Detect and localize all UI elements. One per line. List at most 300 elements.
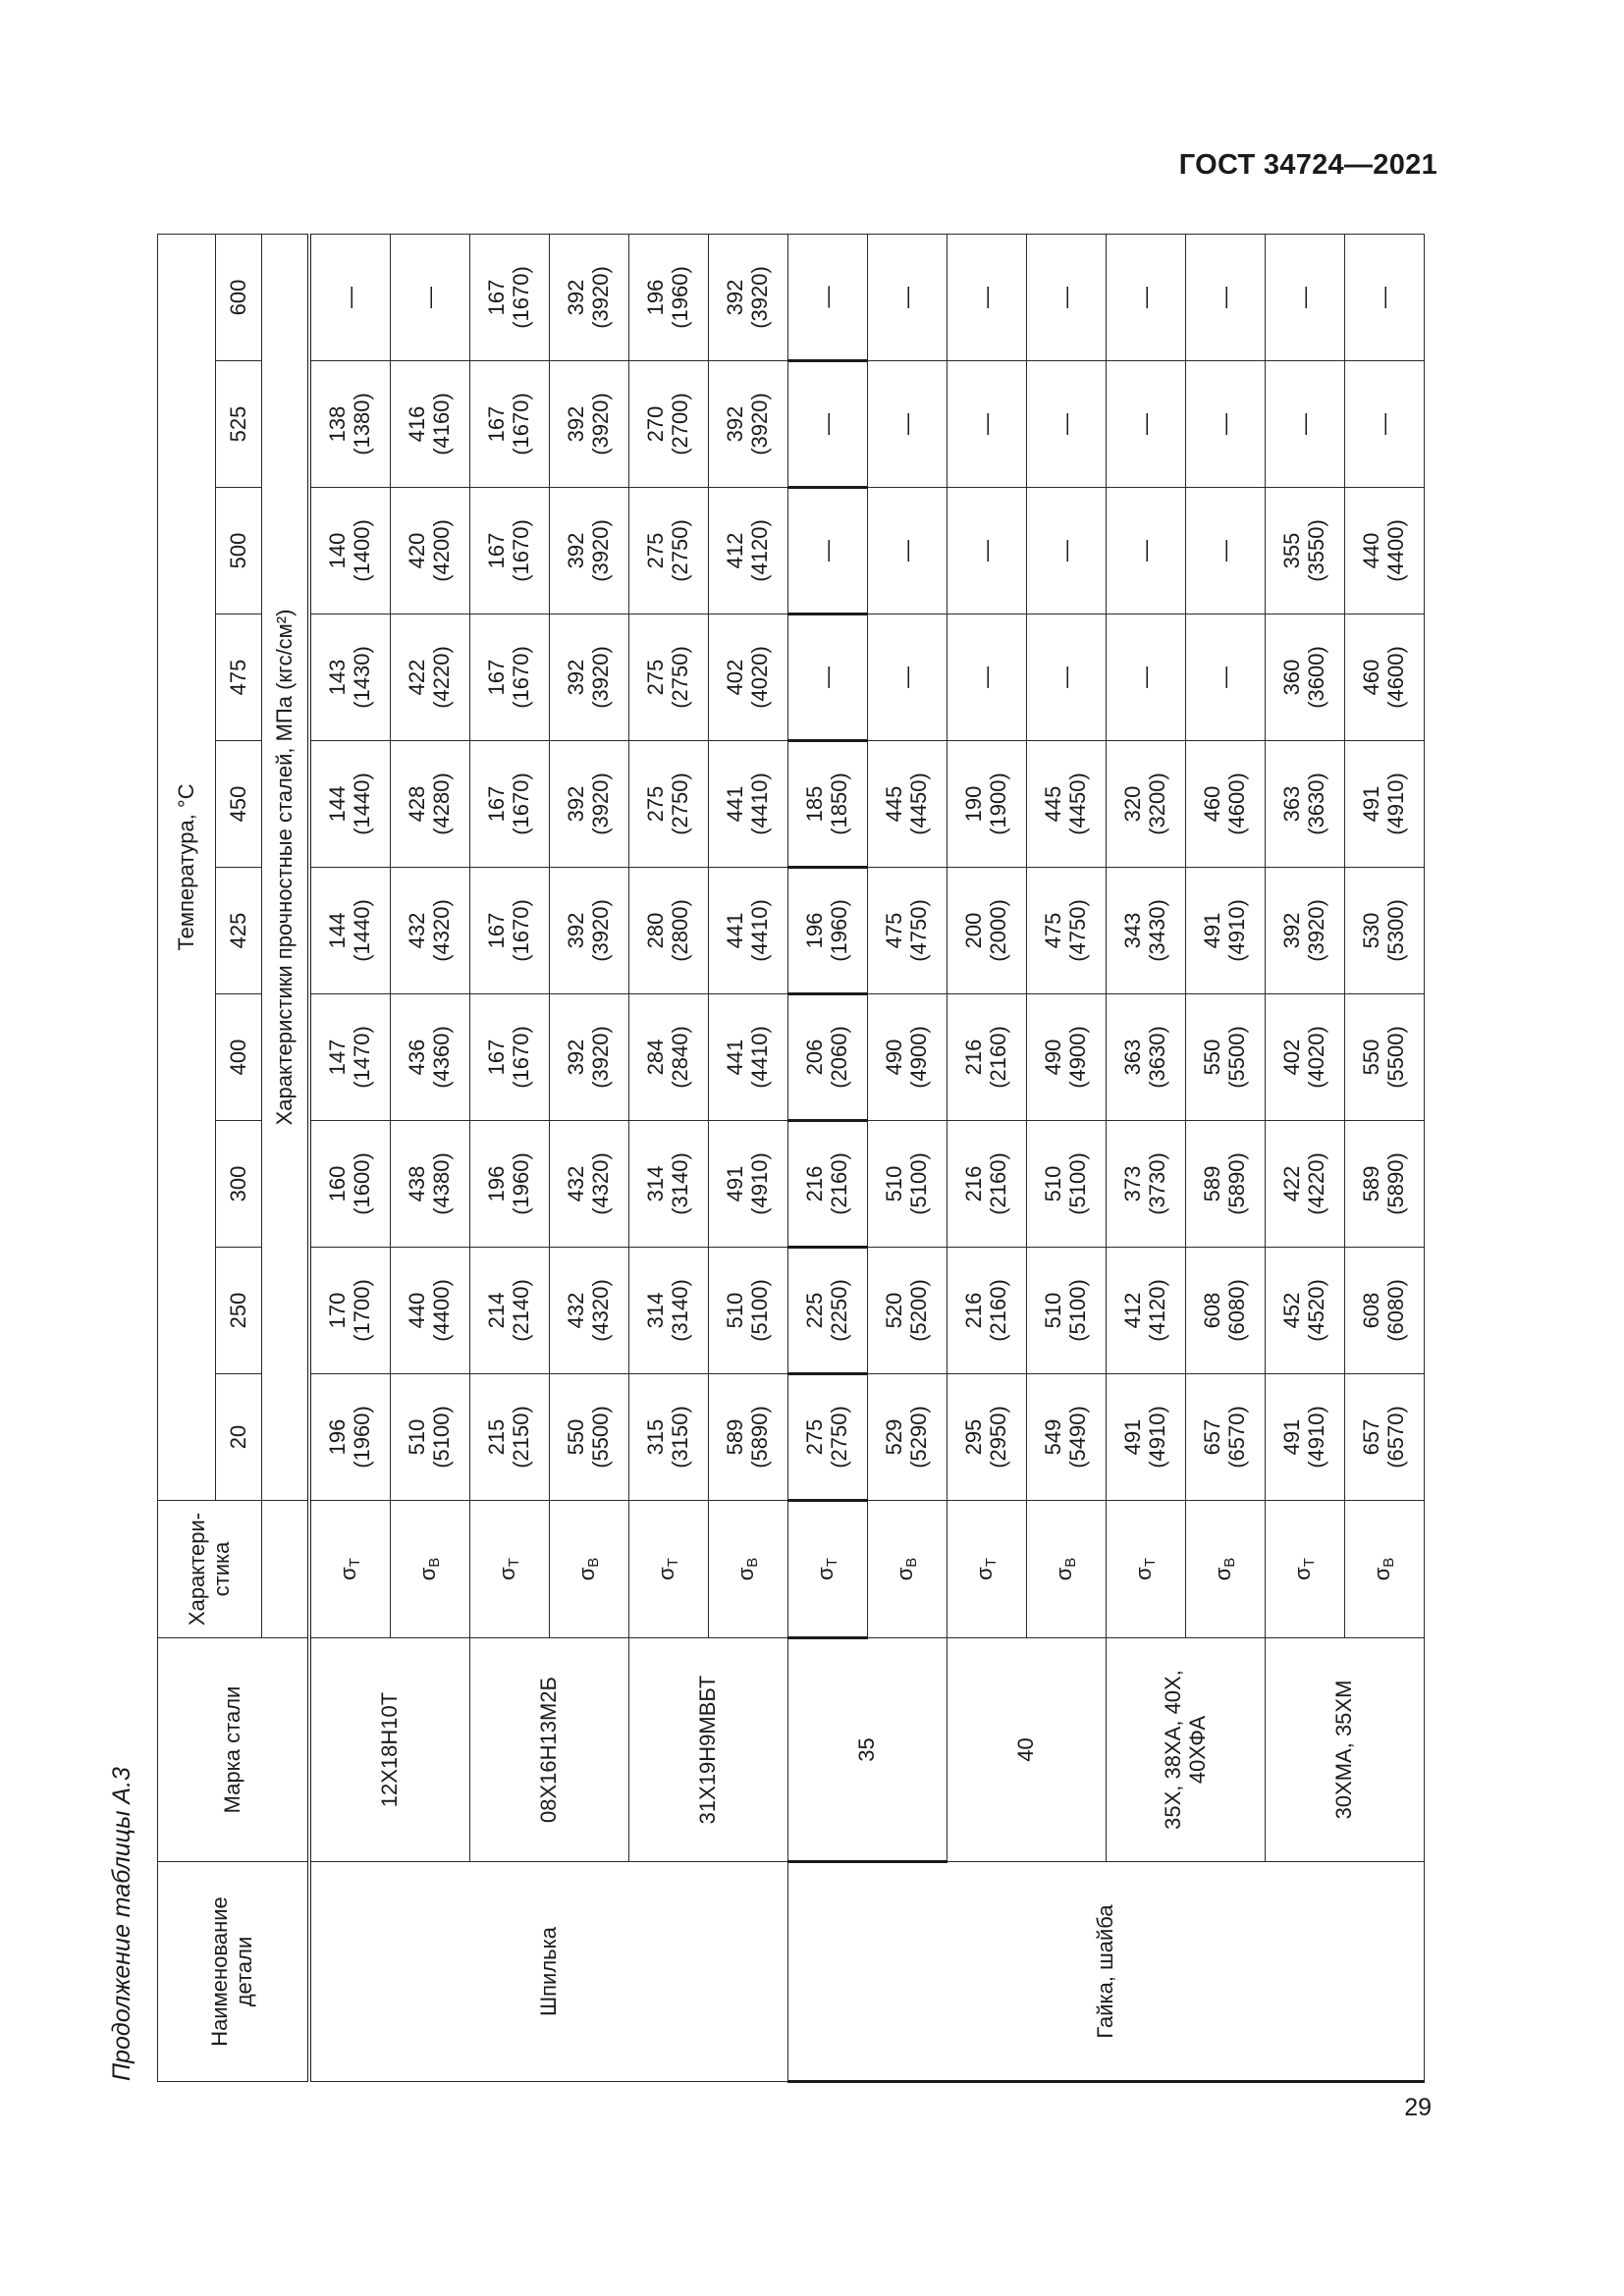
steel-grade-cell: 35 [788, 1638, 947, 1862]
page-number: 29 [1404, 2094, 1432, 2121]
header-temperature: Температура, °С [158, 234, 216, 1500]
value-mpa: 140 [325, 532, 351, 569]
value-mpa: 392 [564, 785, 589, 823]
value-kgf: (2750) [668, 773, 692, 835]
value-mpa: 441 [723, 1039, 748, 1076]
value-mpa: 491 [1120, 1418, 1146, 1456]
value-cell [391, 614, 470, 741]
value-mpa: 460 [1200, 785, 1225, 823]
value-cell [709, 1121, 788, 1248]
value-kgf: (3430) [1145, 899, 1169, 962]
value-kgf: (4220) [1304, 1152, 1328, 1215]
value-cell [947, 741, 1027, 868]
value-mpa: 550 [1200, 1039, 1225, 1076]
header-characteristic: Характери-стика [158, 1501, 262, 1638]
value-kgf: (5890) [747, 1406, 772, 1468]
value-cell: — [1107, 234, 1186, 360]
value-cell [1027, 994, 1107, 1121]
value-mpa: 392 [564, 405, 589, 443]
value-mpa: 550 [564, 1418, 589, 1456]
value-mpa: 275 [643, 659, 669, 696]
value-kgf: (4910) [1224, 899, 1249, 962]
value-mpa: 190 [961, 785, 987, 823]
value-cell [309, 994, 391, 1121]
value-mpa: 363 [1279, 785, 1305, 823]
value-cell [709, 361, 788, 488]
value-kgf: (4410) [747, 899, 772, 962]
value-kgf: (4280) [429, 773, 454, 835]
value-cell: — [1027, 488, 1107, 614]
value-kgf: (4600) [1383, 646, 1408, 709]
rotated-table-container [157, 236, 1408, 2083]
value-kgf: (3920) [747, 393, 772, 455]
table-row [1266, 234, 1345, 2081]
header-temp-400: 400 [216, 994, 262, 1121]
value-kgf: (3150) [668, 1406, 692, 1468]
value-cell [868, 1121, 947, 1248]
value-cell [868, 1248, 947, 1374]
value-cell [629, 868, 709, 994]
value-mpa: 225 [802, 1292, 828, 1329]
value-cell [550, 234, 629, 360]
value-cell [629, 994, 709, 1121]
value-mpa: 275 [643, 785, 669, 823]
value-cell: — [868, 614, 947, 741]
table-row [947, 234, 1027, 2081]
value-kgf: (4020) [747, 646, 772, 709]
value-mpa: 144 [325, 912, 351, 949]
value-kgf: (4120) [1145, 1279, 1169, 1342]
value-kgf: (1440) [350, 773, 374, 835]
value-mpa: 284 [643, 1039, 669, 1076]
value-mpa: 216 [961, 1165, 987, 1202]
value-kgf: (3920) [588, 773, 613, 835]
sigma-subscript: Т [824, 1558, 841, 1568]
value-cell [1027, 741, 1107, 868]
steel-grade-cell: 12Х18Н10Т [309, 1638, 470, 1862]
document-code: ГОСТ 34724—2021 [1178, 149, 1437, 181]
sigma-subscript: Т [665, 1558, 682, 1568]
value-mpa: 441 [723, 912, 748, 949]
header-temp-425: 425 [216, 868, 262, 994]
value-mpa: 549 [1041, 1418, 1066, 1456]
value-mpa: 452 [1279, 1292, 1305, 1329]
value-kgf: (4020) [1304, 1026, 1328, 1089]
value-kgf: (4910) [1304, 1406, 1328, 1468]
value-kgf: (4220) [429, 646, 454, 709]
value-kgf: (2840) [668, 1026, 692, 1089]
value-cell [470, 361, 550, 488]
steel-grade-cell: 30ХМА, 35ХМ [1266, 1638, 1425, 1862]
value-cell [1186, 868, 1266, 994]
value-kgf: (4360) [429, 1026, 454, 1089]
header-temp-525: 525 [216, 361, 262, 488]
value-mpa: 392 [723, 279, 748, 316]
sigma-symbol: σ [495, 1567, 520, 1580]
value-kgf: (4400) [1383, 519, 1408, 582]
value-cell [1345, 868, 1425, 994]
value-mpa: 215 [484, 1418, 510, 1456]
value-mpa: 392 [723, 405, 748, 443]
value-kgf: (2950) [986, 1406, 1010, 1468]
value-mpa: 185 [802, 785, 828, 823]
value-mpa: 491 [723, 1165, 748, 1202]
characteristic-cell [1107, 1501, 1186, 1638]
value-kgf: (1670) [509, 899, 533, 962]
value-kgf: (1670) [509, 646, 533, 709]
value-mpa: 167 [484, 912, 510, 949]
value-kgf: (5500) [1224, 1026, 1249, 1089]
value-cell: — [947, 361, 1027, 488]
value-cell [550, 361, 629, 488]
value-mpa: 529 [882, 1418, 907, 1456]
sigma-subscript: В [1062, 1557, 1080, 1568]
value-kgf: (2150) [509, 1406, 533, 1468]
value-cell [629, 1374, 709, 1501]
value-mpa: 216 [961, 1039, 987, 1076]
value-mpa: 608 [1359, 1292, 1384, 1329]
value-mpa: 167 [484, 1039, 510, 1076]
value-kgf: (3630) [1145, 1026, 1169, 1089]
value-cell [709, 994, 788, 1121]
value-mpa: 432 [564, 1292, 589, 1329]
sigma-subscript: В [585, 1557, 603, 1568]
value-cell [309, 361, 391, 488]
value-cell [391, 868, 470, 994]
characteristic-cell [788, 1501, 868, 1638]
value-cell: — [788, 488, 868, 614]
value-kgf: (2700) [668, 393, 692, 455]
value-cell: — [1186, 361, 1266, 488]
value-cell [788, 994, 868, 1121]
value-kgf: (4120) [747, 519, 772, 582]
value-cell [1345, 994, 1425, 1121]
value-cell [788, 1121, 868, 1248]
value-mpa: 315 [643, 1418, 669, 1456]
value-mpa: 608 [1200, 1292, 1225, 1329]
value-kgf: (4320) [588, 1152, 613, 1215]
value-cell [629, 488, 709, 614]
value-kgf: (4450) [906, 773, 931, 835]
value-cell: — [1027, 361, 1107, 488]
value-kgf: (6080) [1383, 1279, 1408, 1342]
value-cell [470, 234, 550, 360]
value-cell [550, 1374, 629, 1501]
value-mpa: 420 [405, 532, 430, 569]
header-temp-475: 475 [216, 614, 262, 741]
value-cell [1107, 741, 1186, 868]
characteristic-cell [629, 1501, 709, 1638]
value-cell [1266, 1374, 1345, 1501]
value-cell [470, 994, 550, 1121]
value-cell: — [1186, 234, 1266, 360]
value-mpa: 441 [723, 785, 748, 823]
value-cell [391, 741, 470, 868]
value-cell [391, 1121, 470, 1248]
sigma-subscript: Т [347, 1558, 364, 1568]
value-mpa: 314 [643, 1292, 669, 1329]
table-row [629, 234, 709, 2081]
value-mpa: 490 [1041, 1039, 1066, 1076]
value-cell [309, 741, 391, 868]
value-kgf: (4900) [1065, 1026, 1090, 1089]
value-cell [391, 1374, 470, 1501]
value-cell [629, 1248, 709, 1374]
value-cell [309, 488, 391, 614]
value-cell: — [868, 234, 947, 360]
value-cell [709, 1374, 788, 1501]
value-mpa: 402 [1279, 1039, 1305, 1076]
value-kgf: (2160) [986, 1279, 1010, 1342]
value-mpa: 314 [643, 1165, 669, 1202]
value-cell [470, 488, 550, 614]
value-cell [391, 361, 470, 488]
value-mpa: 167 [484, 785, 510, 823]
value-cell [868, 1374, 947, 1501]
value-kgf: (2800) [668, 899, 692, 962]
table-caption: Продолжение таблицы А.3 [108, 1767, 135, 2081]
value-mpa: 416 [405, 405, 430, 443]
value-kgf: (1670) [509, 773, 533, 835]
value-cell [709, 868, 788, 994]
table-row [470, 234, 550, 2081]
value-cell: — [1266, 361, 1345, 488]
value-mpa: 589 [1200, 1165, 1225, 1202]
value-mpa: 167 [484, 405, 510, 443]
value-cell [629, 614, 709, 741]
value-cell [1345, 1374, 1425, 1501]
characteristic-cell [1027, 1501, 1107, 1638]
value-mpa: 196 [802, 912, 828, 949]
value-cell [309, 1374, 391, 1501]
characteristic-cell [868, 1501, 947, 1638]
value-mpa: 392 [1279, 912, 1305, 949]
value-kgf: (3140) [668, 1279, 692, 1342]
value-mpa: 440 [405, 1292, 430, 1329]
sigma-subscript: В [744, 1557, 762, 1568]
value-kgf: (3730) [1145, 1152, 1169, 1215]
value-kgf: (3920) [588, 899, 613, 962]
value-cell: — [1186, 614, 1266, 741]
sigma-symbol: σ [893, 1567, 918, 1581]
value-cell [788, 741, 868, 868]
value-mpa: 520 [882, 1292, 907, 1329]
value-mpa: 550 [1359, 1039, 1384, 1076]
header-char-blank [262, 1501, 310, 1638]
value-kgf: (3920) [588, 266, 613, 329]
value-cell [1266, 1121, 1345, 1248]
value-kgf: (4750) [1065, 899, 1090, 962]
value-mpa: 402 [723, 659, 748, 696]
sigma-subscript: В [1221, 1557, 1239, 1568]
value-cell [470, 868, 550, 994]
value-cell: — [1345, 234, 1425, 360]
value-kgf: (4450) [1065, 773, 1090, 835]
value-cell [1107, 994, 1186, 1121]
value-cell [1027, 1374, 1107, 1501]
header-temp-20: 20 [216, 1374, 262, 1501]
sigma-symbol: σ [733, 1567, 759, 1581]
sigma-symbol: σ [1052, 1567, 1077, 1581]
characteristic-cell [709, 1501, 788, 1638]
steel-grade-cell: 35Х, 38ХА, 40Х, 40ХФА [1107, 1638, 1266, 1862]
characteristic-cell [1345, 1501, 1425, 1638]
value-cell [1027, 1121, 1107, 1248]
value-mpa: 392 [564, 912, 589, 949]
value-mpa: 355 [1279, 532, 1305, 569]
value-cell [470, 614, 550, 741]
value-cell [309, 868, 391, 994]
value-mpa: 589 [723, 1418, 748, 1456]
value-cell: — [947, 614, 1027, 741]
value-mpa: 445 [882, 785, 907, 823]
sigma-symbol: σ [1131, 1567, 1157, 1580]
sigma-subscript: В [1380, 1557, 1398, 1568]
value-mpa: 412 [723, 532, 748, 569]
value-kgf: (5500) [588, 1406, 613, 1468]
value-mpa: 280 [643, 912, 669, 949]
value-cell [709, 488, 788, 614]
value-cell [1266, 614, 1345, 741]
value-cell [1107, 1248, 1186, 1374]
characteristic-cell [1186, 1501, 1266, 1638]
value-cell: — [868, 361, 947, 488]
value-cell: — [947, 234, 1027, 360]
value-cell: — [309, 234, 391, 360]
value-cell [470, 1374, 550, 1501]
characteristic-cell [1266, 1501, 1345, 1638]
value-kgf: (1960) [827, 899, 851, 962]
value-mpa: 144 [325, 785, 351, 823]
value-mpa: 432 [405, 912, 430, 949]
value-kgf: (5100) [1065, 1279, 1090, 1342]
value-kgf: (5100) [1065, 1152, 1090, 1215]
value-cell [788, 868, 868, 994]
value-mpa: 392 [564, 279, 589, 316]
value-cell [1186, 1374, 1266, 1501]
value-mpa: 373 [1120, 1165, 1146, 1202]
value-kgf: (5890) [1224, 1152, 1249, 1215]
value-kgf: (1380) [350, 393, 374, 455]
characteristic-cell [947, 1501, 1027, 1638]
value-cell: — [1186, 488, 1266, 614]
value-cell: — [788, 614, 868, 741]
value-mpa: 491 [1359, 785, 1384, 823]
characteristic-cell [309, 1501, 391, 1638]
value-kgf: (1700) [350, 1279, 374, 1342]
value-kgf: (1960) [509, 1152, 533, 1215]
value-kgf: (2750) [668, 519, 692, 582]
value-mpa: 196 [325, 1418, 351, 1456]
value-mpa: 214 [484, 1292, 510, 1329]
value-kgf: (3200) [1145, 773, 1169, 835]
characteristic-cell [391, 1501, 470, 1638]
value-mpa: 392 [564, 1039, 589, 1076]
value-kgf: (2750) [668, 646, 692, 709]
part-name-cell: Гайка, шайба [788, 1862, 1425, 2082]
value-kgf: (3600) [1304, 646, 1328, 709]
value-cell [1345, 1121, 1425, 1248]
value-kgf: (3920) [588, 1026, 613, 1089]
sigma-symbol: σ [1211, 1567, 1236, 1581]
value-cell [1266, 994, 1345, 1121]
value-cell [1345, 741, 1425, 868]
steel-grade-cell: 40 [947, 1638, 1107, 1862]
header-temp-300: 300 [216, 1121, 262, 1248]
value-mpa: 490 [882, 1039, 907, 1076]
value-cell [788, 1374, 868, 1501]
value-kgf: (3630) [1304, 773, 1328, 835]
value-kgf: (4320) [429, 899, 454, 962]
sigma-symbol: σ [1370, 1567, 1395, 1581]
table-row [1107, 234, 1186, 2081]
value-mpa: 475 [1041, 912, 1066, 949]
value-cell [550, 614, 629, 741]
value-mpa: 160 [325, 1165, 351, 1202]
value-kgf: (5490) [1065, 1406, 1090, 1468]
steel-grade-cell: 08Х16Н13М2Б [470, 1638, 629, 1862]
value-cell [947, 868, 1027, 994]
value-cell [470, 1121, 550, 1248]
sigma-symbol: σ [336, 1567, 361, 1580]
value-kgf: (2160) [986, 1026, 1010, 1089]
value-mpa: 147 [325, 1039, 351, 1076]
value-cell [1027, 1248, 1107, 1374]
value-cell [709, 741, 788, 868]
value-cell [1107, 868, 1186, 994]
value-kgf: (4910) [1145, 1406, 1169, 1468]
value-mpa: 216 [802, 1165, 828, 1202]
sigma-symbol: σ [654, 1567, 679, 1580]
value-cell [709, 234, 788, 360]
value-cell [391, 488, 470, 614]
value-cell [309, 614, 391, 741]
value-cell: — [1027, 614, 1107, 741]
value-mpa: 460 [1359, 659, 1384, 696]
value-cell [1027, 868, 1107, 994]
value-cell [1345, 614, 1425, 741]
sigma-subscript: Т [1142, 1558, 1160, 1568]
value-cell [868, 994, 947, 1121]
value-cell: — [1027, 234, 1107, 360]
value-cell [309, 1121, 391, 1248]
value-cell [788, 1248, 868, 1374]
value-mpa: 275 [643, 532, 669, 569]
value-mpa: 196 [643, 279, 669, 316]
value-cell [629, 234, 709, 360]
value-kgf: (5100) [429, 1406, 454, 1468]
value-mpa: 360 [1279, 659, 1305, 696]
value-cell: — [947, 488, 1027, 614]
value-mpa: 440 [1359, 532, 1384, 569]
value-kgf: (5290) [906, 1406, 931, 1468]
characteristic-cell [470, 1501, 550, 1638]
value-kgf: (2060) [827, 1026, 851, 1089]
sigma-subscript: Т [1301, 1558, 1319, 1568]
value-kgf: (4910) [1383, 773, 1408, 835]
value-mpa: 422 [405, 659, 430, 696]
value-kgf: (3550) [1304, 519, 1328, 582]
value-kgf: (1670) [509, 266, 533, 329]
value-kgf: (2750) [827, 1406, 851, 1468]
value-mpa: 510 [723, 1292, 748, 1329]
value-mpa: 510 [1041, 1165, 1066, 1202]
value-kgf: (5500) [1383, 1026, 1408, 1089]
header-grade: Марка стали [158, 1638, 310, 1862]
value-mpa: 216 [961, 1292, 987, 1329]
value-mpa: 510 [882, 1165, 907, 1202]
value-cell [947, 994, 1027, 1121]
